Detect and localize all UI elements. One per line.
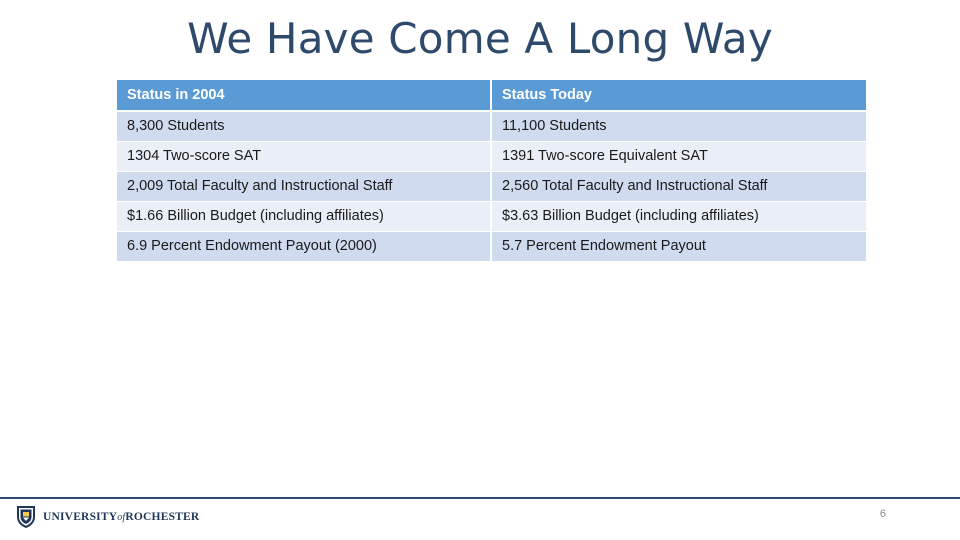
table-row	[117, 141, 866, 171]
table-cell-2004: 2,009 Total Faculty and Instructional Staff	[117, 171, 491, 201]
table-cell-2004: 1304 Two-score SAT	[117, 141, 491, 171]
table-cell-2004: 6.9 Percent Endowment Payout (2000)	[117, 231, 491, 261]
table-row	[117, 201, 866, 231]
table-row	[117, 231, 866, 261]
university-shield-icon	[16, 505, 36, 529]
column-header-2004: Status in 2004	[117, 80, 491, 111]
table-cell-today: 1391 Two-score Equivalent SAT	[491, 141, 866, 171]
table-cell-2004: 8,300 Students	[117, 111, 491, 141]
slide-title: We Have Come A Long Way	[187, 14, 773, 63]
column-header-today: Status Today	[491, 80, 866, 111]
page-number: 6	[879, 508, 886, 520]
table-row	[117, 111, 866, 141]
university-logo	[16, 505, 199, 529]
status-comparison-table	[117, 80, 866, 262]
footer-divider	[0, 497, 960, 499]
table-cell-2004: $1.66 Billion Budget (including affiliates)	[117, 201, 491, 231]
wordmark-rochester: ROCHESTER	[125, 511, 200, 523]
table-cell-today: 5.7 Percent Endowment Payout	[491, 231, 866, 261]
table-cell-today: $3.63 Billion Budget (including affiliates)	[491, 201, 866, 231]
table-cell-today: 11,100 Students	[491, 111, 866, 141]
wordmark-of: of	[117, 512, 126, 523]
table-row	[117, 171, 866, 201]
table-header-row	[117, 80, 866, 111]
university-wordmark	[43, 511, 199, 523]
wordmark-university: UNIVERSITY	[43, 511, 118, 523]
table-cell-today: 2,560 Total Faculty and Instructional Staff	[491, 171, 866, 201]
